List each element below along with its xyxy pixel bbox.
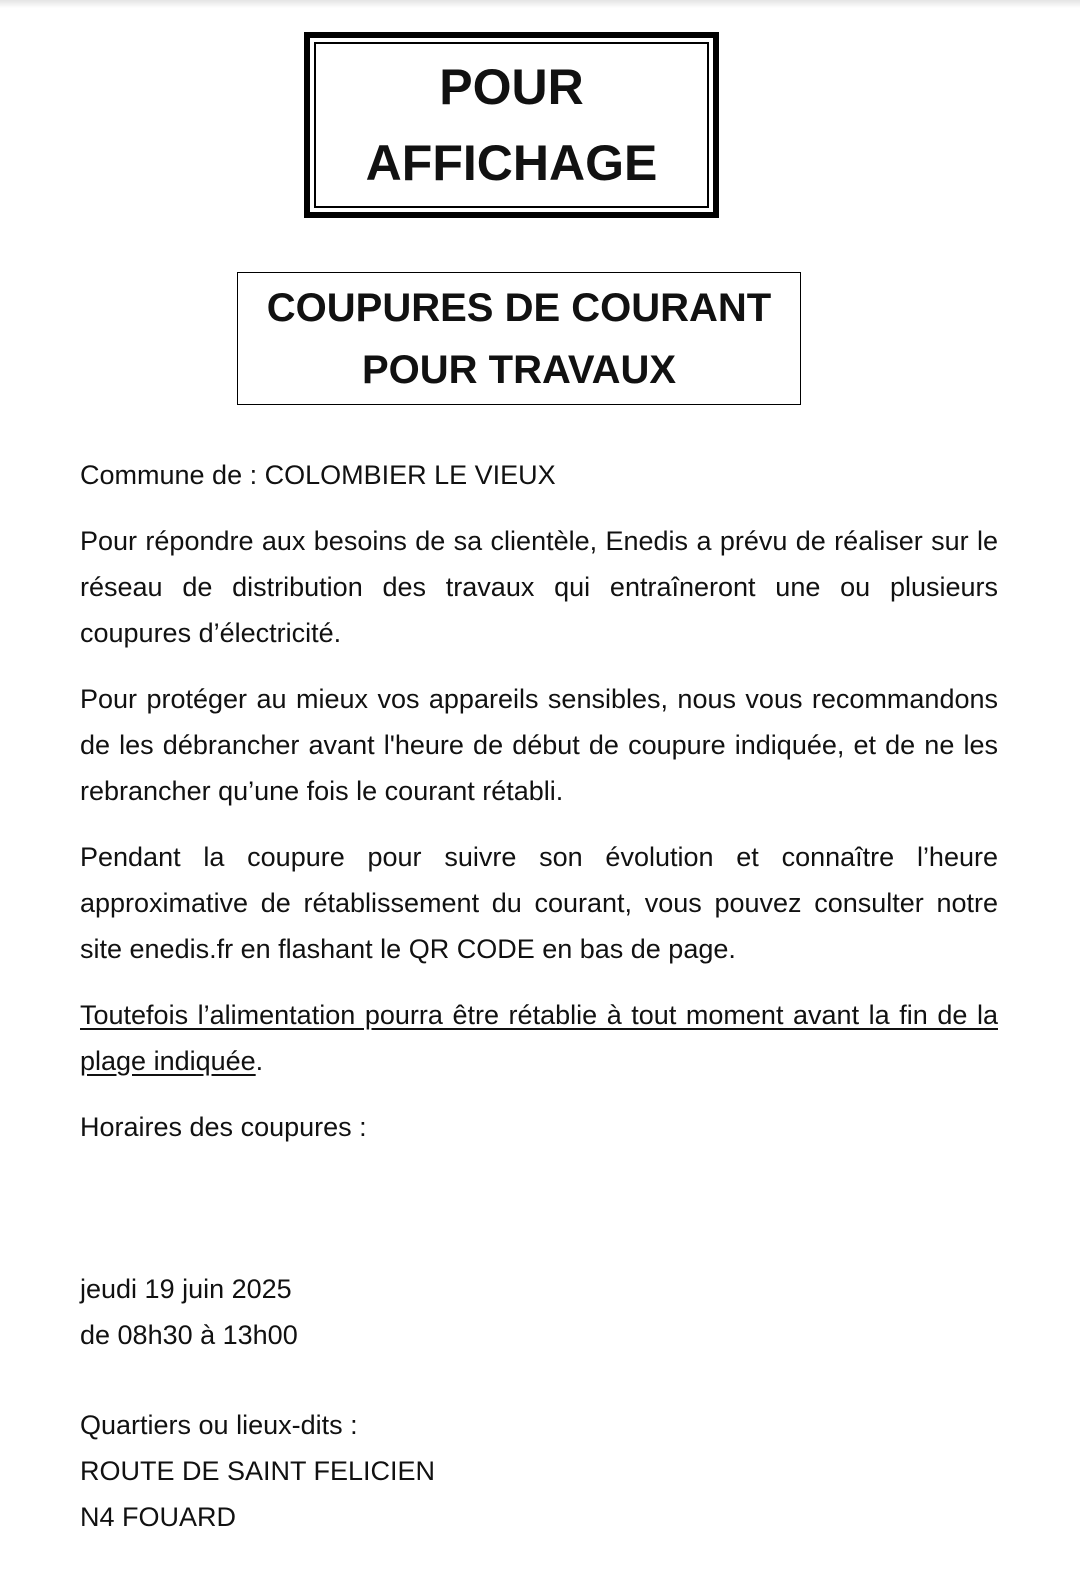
paragraph-advice: Pour protéger au mieux vos appareils sensibles, nous vous recommandons de les débrancher avant l'heure de début de coupure indiquée, et de ne les rebrancher qu’une fois le courant rétabli. bbox=[80, 684, 998, 806]
warning-underlined-text: Toutefois l’alimentation pourra être rétablie à tout moment avant la fin de la plage indiquée bbox=[80, 1000, 998, 1076]
commune-line: Commune de : COLOMBIER LE VIEUX bbox=[80, 460, 556, 490]
notice-title-line-2: POUR TRAVAUX bbox=[361, 347, 677, 392]
paragraph-intro: Pour répondre aux besoins de sa clientèle, Enedis a prévu de réaliser sur le réseau de distribution des travaux qui entraîneront une ou plusieurs coupures d’électricité. bbox=[80, 526, 998, 648]
place-item: ROUTE DE SAINT FELICIEN bbox=[80, 1456, 436, 1486]
paragraph-warning bbox=[80, 992, 998, 1084]
places-label: Quartiers ou lieux-dits : bbox=[80, 1410, 358, 1440]
schedule-date: jeudi 19 juin 2025 bbox=[80, 1274, 292, 1304]
badge-line-2: AFFICHAGE bbox=[365, 135, 658, 191]
paragraph-tracking: Pendant la coupure pour suivre son évolution et connaître l’heure approximative de rétablissement du courant, vous pouvez consulter notre site enedis.fr en flashant le QR CODE en bas de page. bbox=[80, 842, 998, 964]
spacer bbox=[80, 1358, 998, 1402]
notice-title-line-1: COUPURES DE COURANT bbox=[266, 285, 772, 330]
spacer bbox=[80, 1170, 998, 1266]
schedule-label: Horaires des coupures : bbox=[80, 1112, 367, 1142]
warning-period: . bbox=[255, 1046, 264, 1076]
notice-body bbox=[80, 452, 998, 1540]
schedule-time: de 08h30 à 13h00 bbox=[80, 1320, 298, 1350]
places-block bbox=[80, 1402, 998, 1540]
display-notice-badge bbox=[304, 32, 719, 218]
place-item: N4 FOUARD bbox=[80, 1502, 237, 1532]
badge-line-1: POUR bbox=[439, 59, 584, 115]
display-notice-badge-inner bbox=[314, 42, 709, 208]
notice-title-box bbox=[237, 272, 801, 405]
schedule-block bbox=[80, 1266, 998, 1358]
page-top-shadow bbox=[0, 0, 1080, 8]
